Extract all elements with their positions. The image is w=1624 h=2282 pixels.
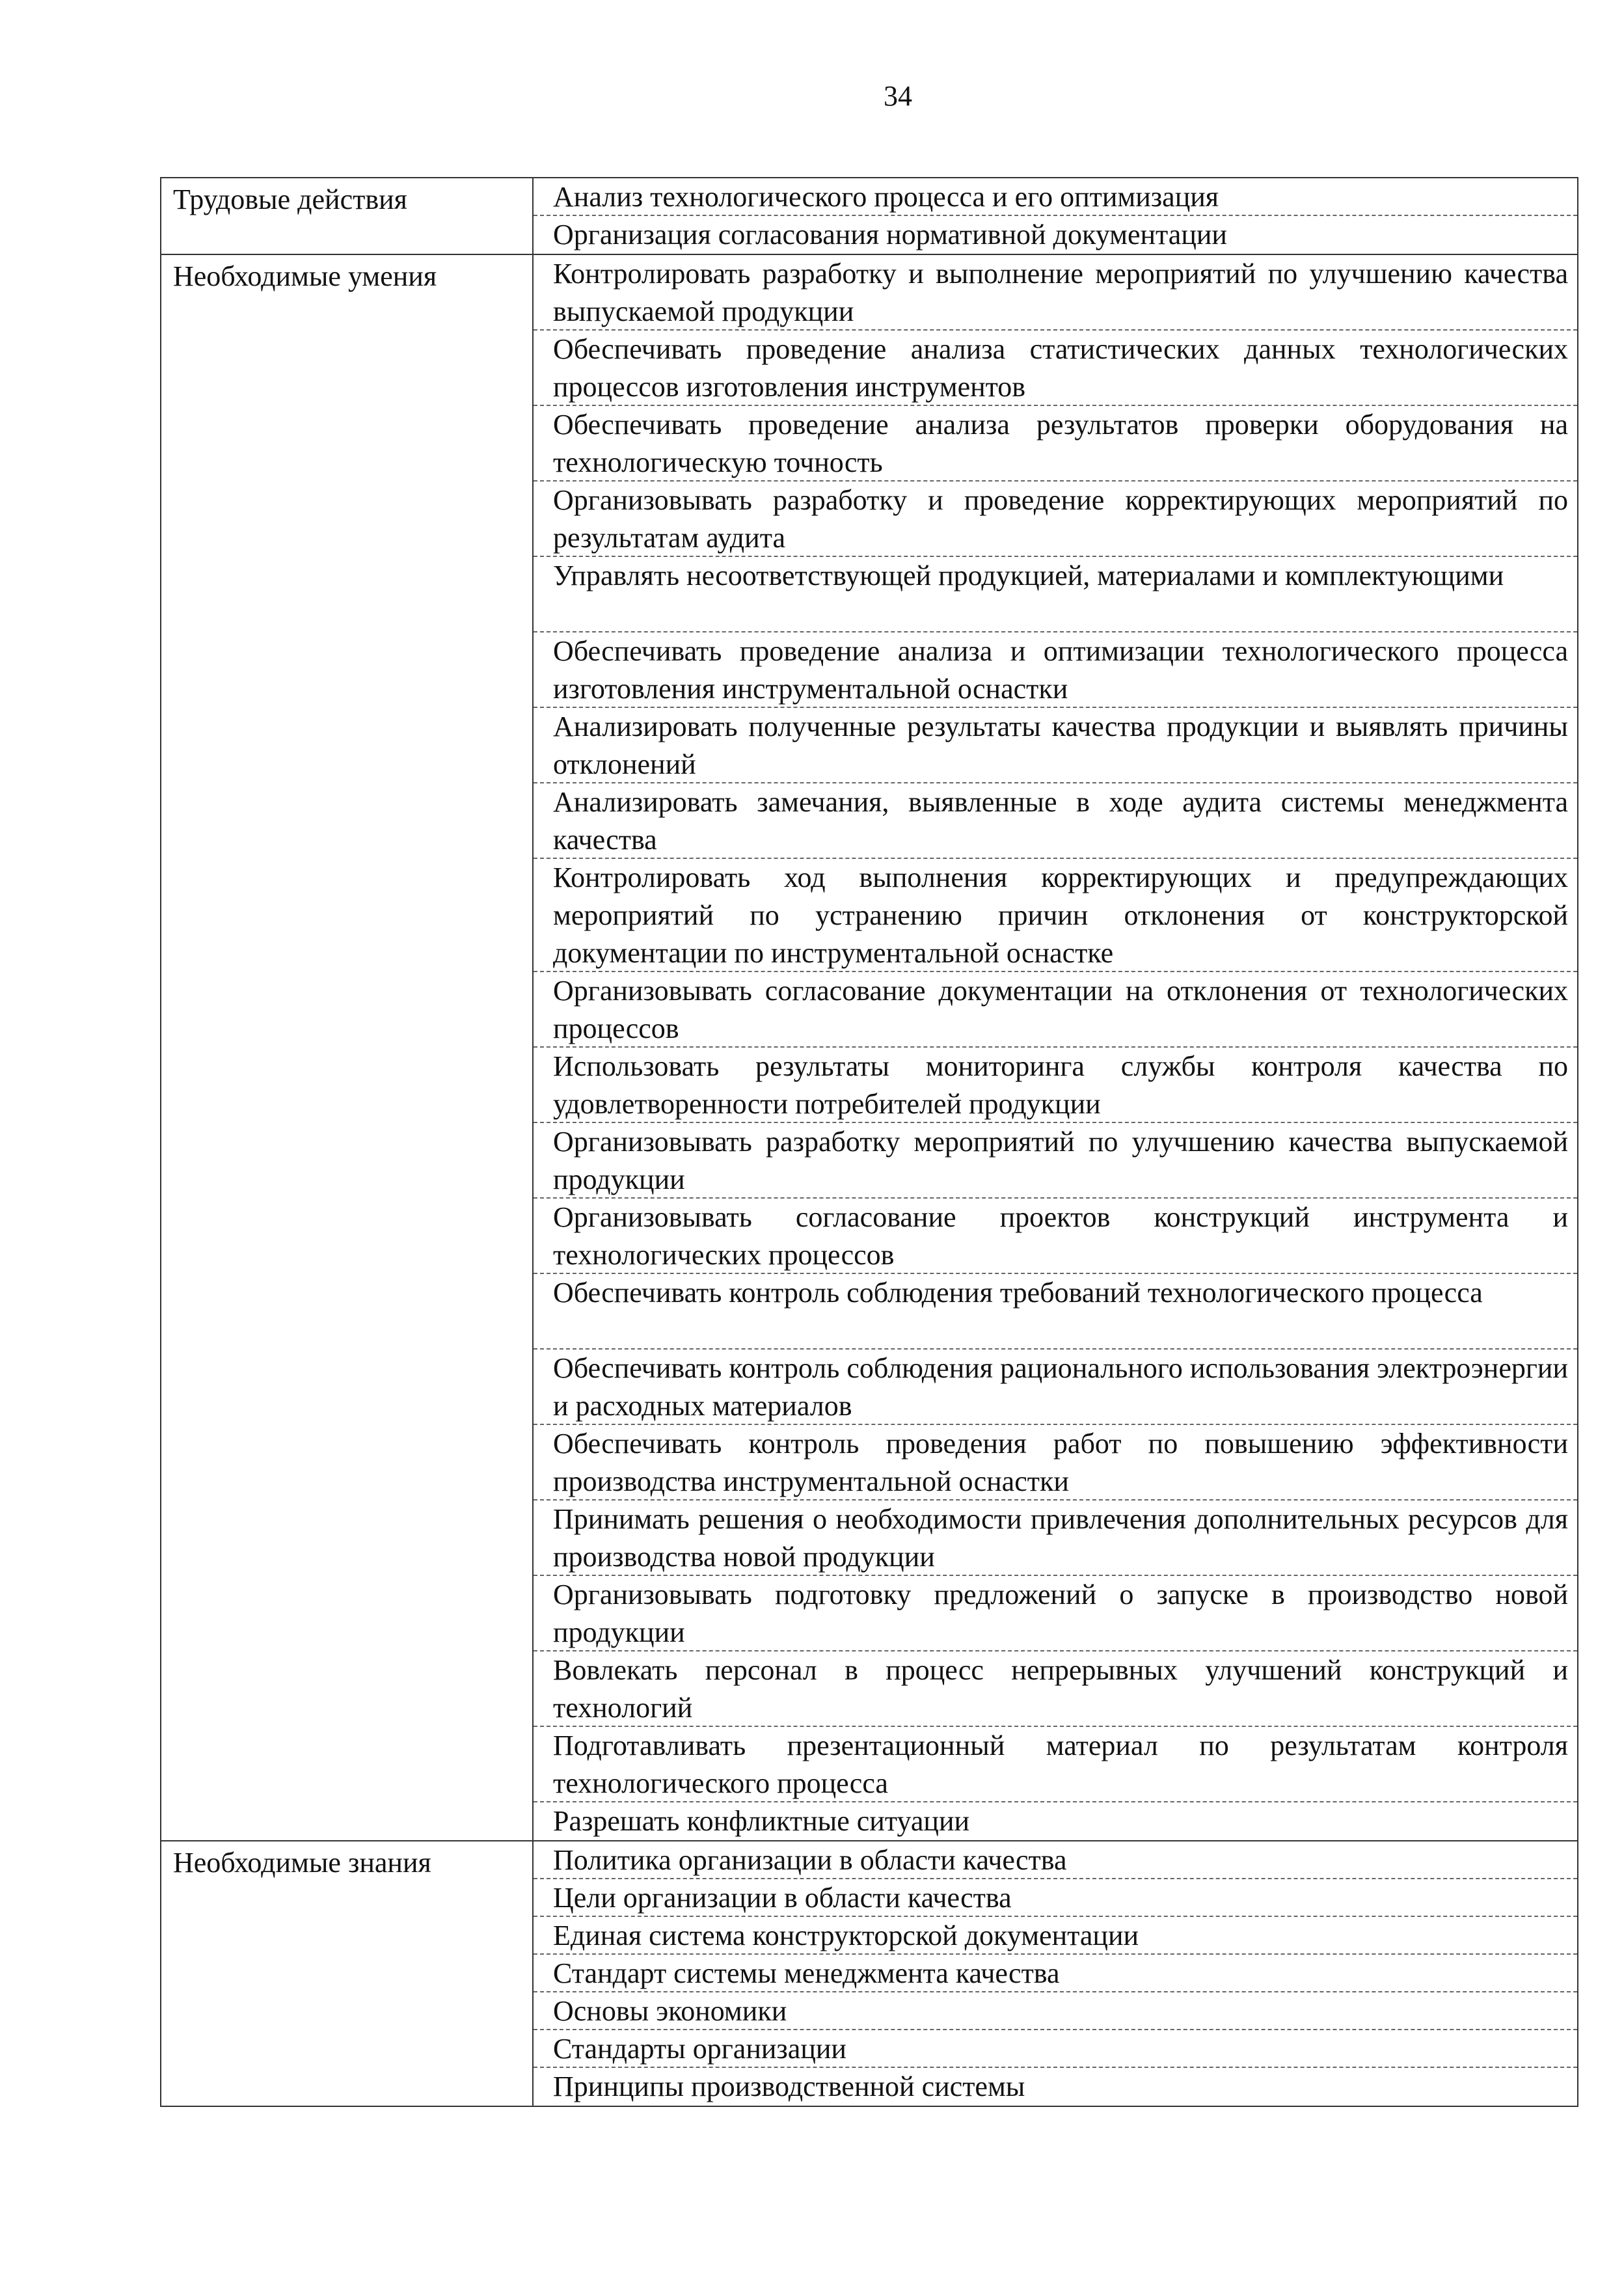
list-item: Анализировать полученные результаты качества продукции и выявлять причины отклонений (534, 708, 1577, 783)
page-number: 34 (884, 80, 912, 112)
list-item: Принципы производственной системы (553, 2071, 1025, 2102)
list-item: Контролировать ход выполнения корректирующих и предупреждающих мероприятий по устранению причин отклонения от конструкторской документации по инструментальной оснастке (534, 859, 1577, 972)
list-item: Организовывать согласование документации на отклонения от технологических процессов (534, 972, 1577, 1048)
list-item: Цели организации в области качества (534, 1879, 1577, 1917)
list-item: Обеспечивать контроль соблюдения рационального использования электроэнергии и расходных материалов (534, 1350, 1577, 1425)
list-item: Стандарты организации (534, 2030, 1577, 2068)
table-row-required-knowledge (161, 1841, 1578, 2106)
list-item: Организовывать подготовку предложений о запуске в производство новой продукции (534, 1576, 1577, 1651)
section-label-labor-actions: Трудовые действия (161, 178, 533, 254)
list-item: Разрешать конфликтные ситуации (553, 1805, 970, 1837)
table-row-labor-actions (161, 178, 1578, 254)
list-item: Контролировать разработку и выполнение мероприятий по улучшению качества выпускаемой продукции (534, 255, 1577, 331)
section-items-labor-actions (533, 178, 1578, 254)
list-item: Обеспечивать проведение анализа и оптимизации технологического процесса изготовления инструментальной оснастки (534, 632, 1577, 708)
table-row-required-skills (161, 254, 1578, 1841)
section-items-required-knowledge (533, 1841, 1578, 2106)
list-item: Обеспечивать проведение анализа статистических данных технологических процессов изготовления инструментов (534, 331, 1577, 406)
section-label-required-skills: Необходимые умения (161, 254, 533, 1841)
list-item: Управлять несоответствующей продукцией, материалами и комплектующими (534, 557, 1577, 632)
list-item: Организовывать согласование проектов конструкций инструмента и технологических процессов (534, 1199, 1577, 1274)
list-item: Организовывать разработку и проведение корректирующих мероприятий по результатам аудита (534, 482, 1577, 557)
section-label-required-knowledge: Необходимые знания (161, 1841, 533, 2106)
list-item: Принимать решения о необходимости привлечения дополнительных ресурсов для производства новой продукции (534, 1501, 1577, 1576)
list-item: Вовлекать персонал в процесс непрерывных улучшений конструкций и технологий (534, 1651, 1577, 1727)
list-item: Политика организации в области качества (534, 1841, 1577, 1879)
list-item: Анализ технологического процесса и его оптимизация (534, 178, 1577, 216)
list-item: Стандарт системы менеджмента качества (534, 1955, 1577, 1992)
list-item: Использовать результаты мониторинга службы контроля качества по удовлетворенности потребителей продукции (534, 1048, 1577, 1123)
list-item: Анализировать замечания, выявленные в ходе аудита системы менеджмента качества (534, 783, 1577, 859)
list-item: Основы экономики (534, 1992, 1577, 2030)
list-item: Организовывать разработку мероприятий по улучшению качества выпускаемой продукции (534, 1123, 1577, 1199)
section-items-required-skills (533, 254, 1578, 1841)
list-item: Обеспечивать контроль проведения работ по повышению эффективности производства инструментальной оснастки (534, 1425, 1577, 1501)
competency-table (160, 177, 1578, 2107)
list-item: Обеспечивать проведение анализа результатов проверки оборудования на технологическую точность (534, 406, 1577, 482)
list-item: Обеспечивать контроль соблюдения требований технологического процесса (534, 1274, 1577, 1350)
list-item: Организация согласования нормативной документации (553, 219, 1227, 251)
list-item: Единая система конструкторской документации (534, 1917, 1577, 1955)
list-item: Подготавливать презентационный материал по результатам контроля технологического процесса (534, 1727, 1577, 1802)
